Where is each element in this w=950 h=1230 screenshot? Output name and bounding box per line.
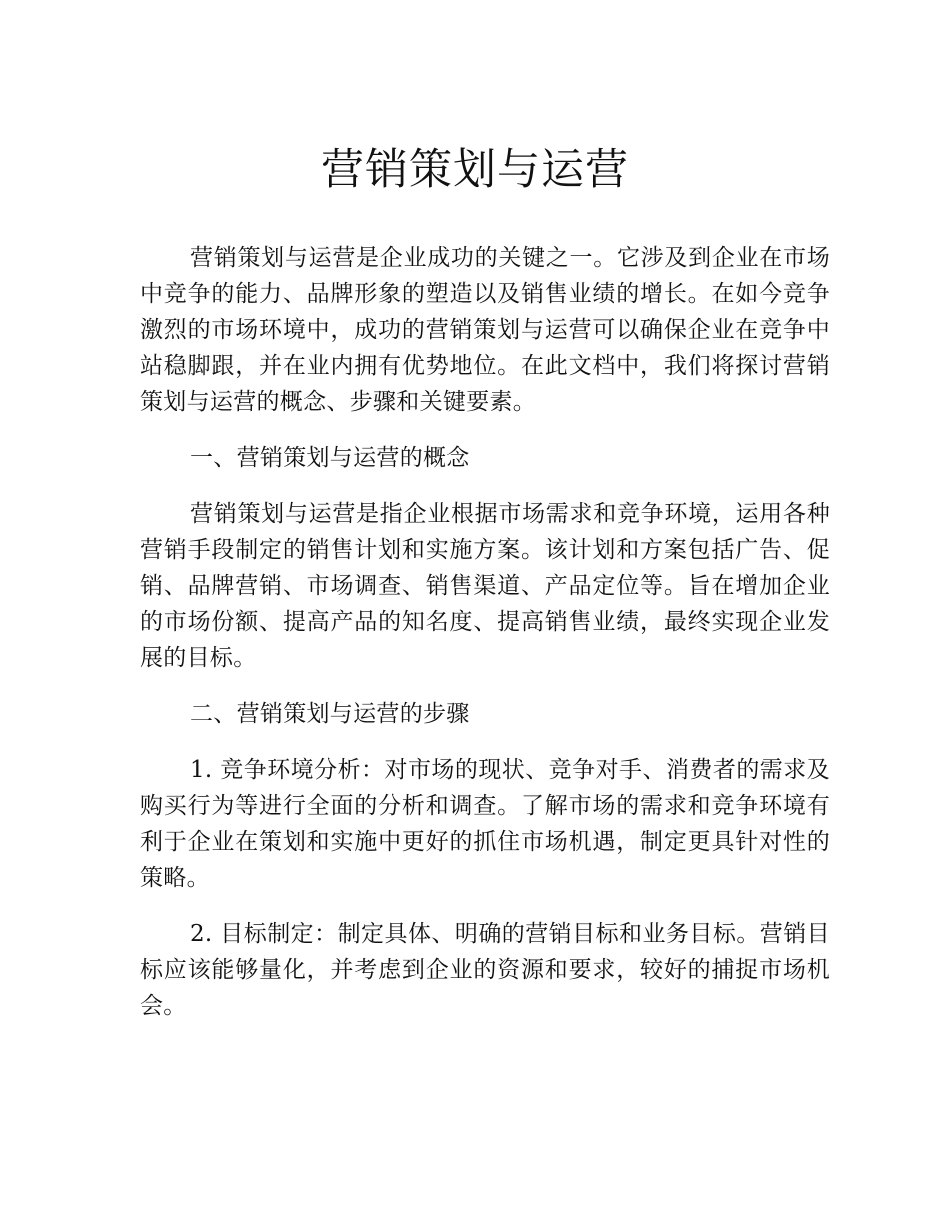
document-body [140,240,830,1044]
section-heading-steps: 二、营销策划与运营的步骤 [190,701,470,727]
concept-paragraph: 营销策划与运营是指企业根据市场需求和竞争环境，运用各种营销手段制定的销售计划和实施方案。该计划和方案包括广告、促销、品牌营销、市场调查、销售渠道、产品定位等。旨在增加企业的市场份额、提高产品的知名度、提高销售业绩，最终实现企业发展的目标。 [140,501,830,671]
intro-paragraph: 营销策划与运营是企业成功的关键之一。它涉及到企业在市场中竞争的能力、品牌形象的塑造以及销售业绩的增长。在如今竞争激烈的市场环境中，成功的营销策划与运营可以确保企业在竞争中站稳脚跟，并在业内拥有优势地位。在此文档中，我们将探讨营销策划与运营的概念、步骤和关键要素。 [140,245,830,415]
step-1-paragraph: 1. 竞争环境分析：对市场的现状、竞争对手、消费者的需求及购买行为等进行全面的分析和调查。了解市场的需求和竞争环境有利于企业在策划和实施中更好的抓住市场机遇，制定更具针对性的策略。 [140,757,830,891]
document-title: 营销策划与运营 [321,145,629,195]
section-heading-concept: 一、营销策划与运营的概念 [190,445,470,471]
step-2-paragraph: 2. 目标制定：制定具体、明确的营销目标和业务目标。营销目标应该能够量化，并考虑到企业的资源和要求，较好的捕捉市场机会。 [140,921,830,1019]
